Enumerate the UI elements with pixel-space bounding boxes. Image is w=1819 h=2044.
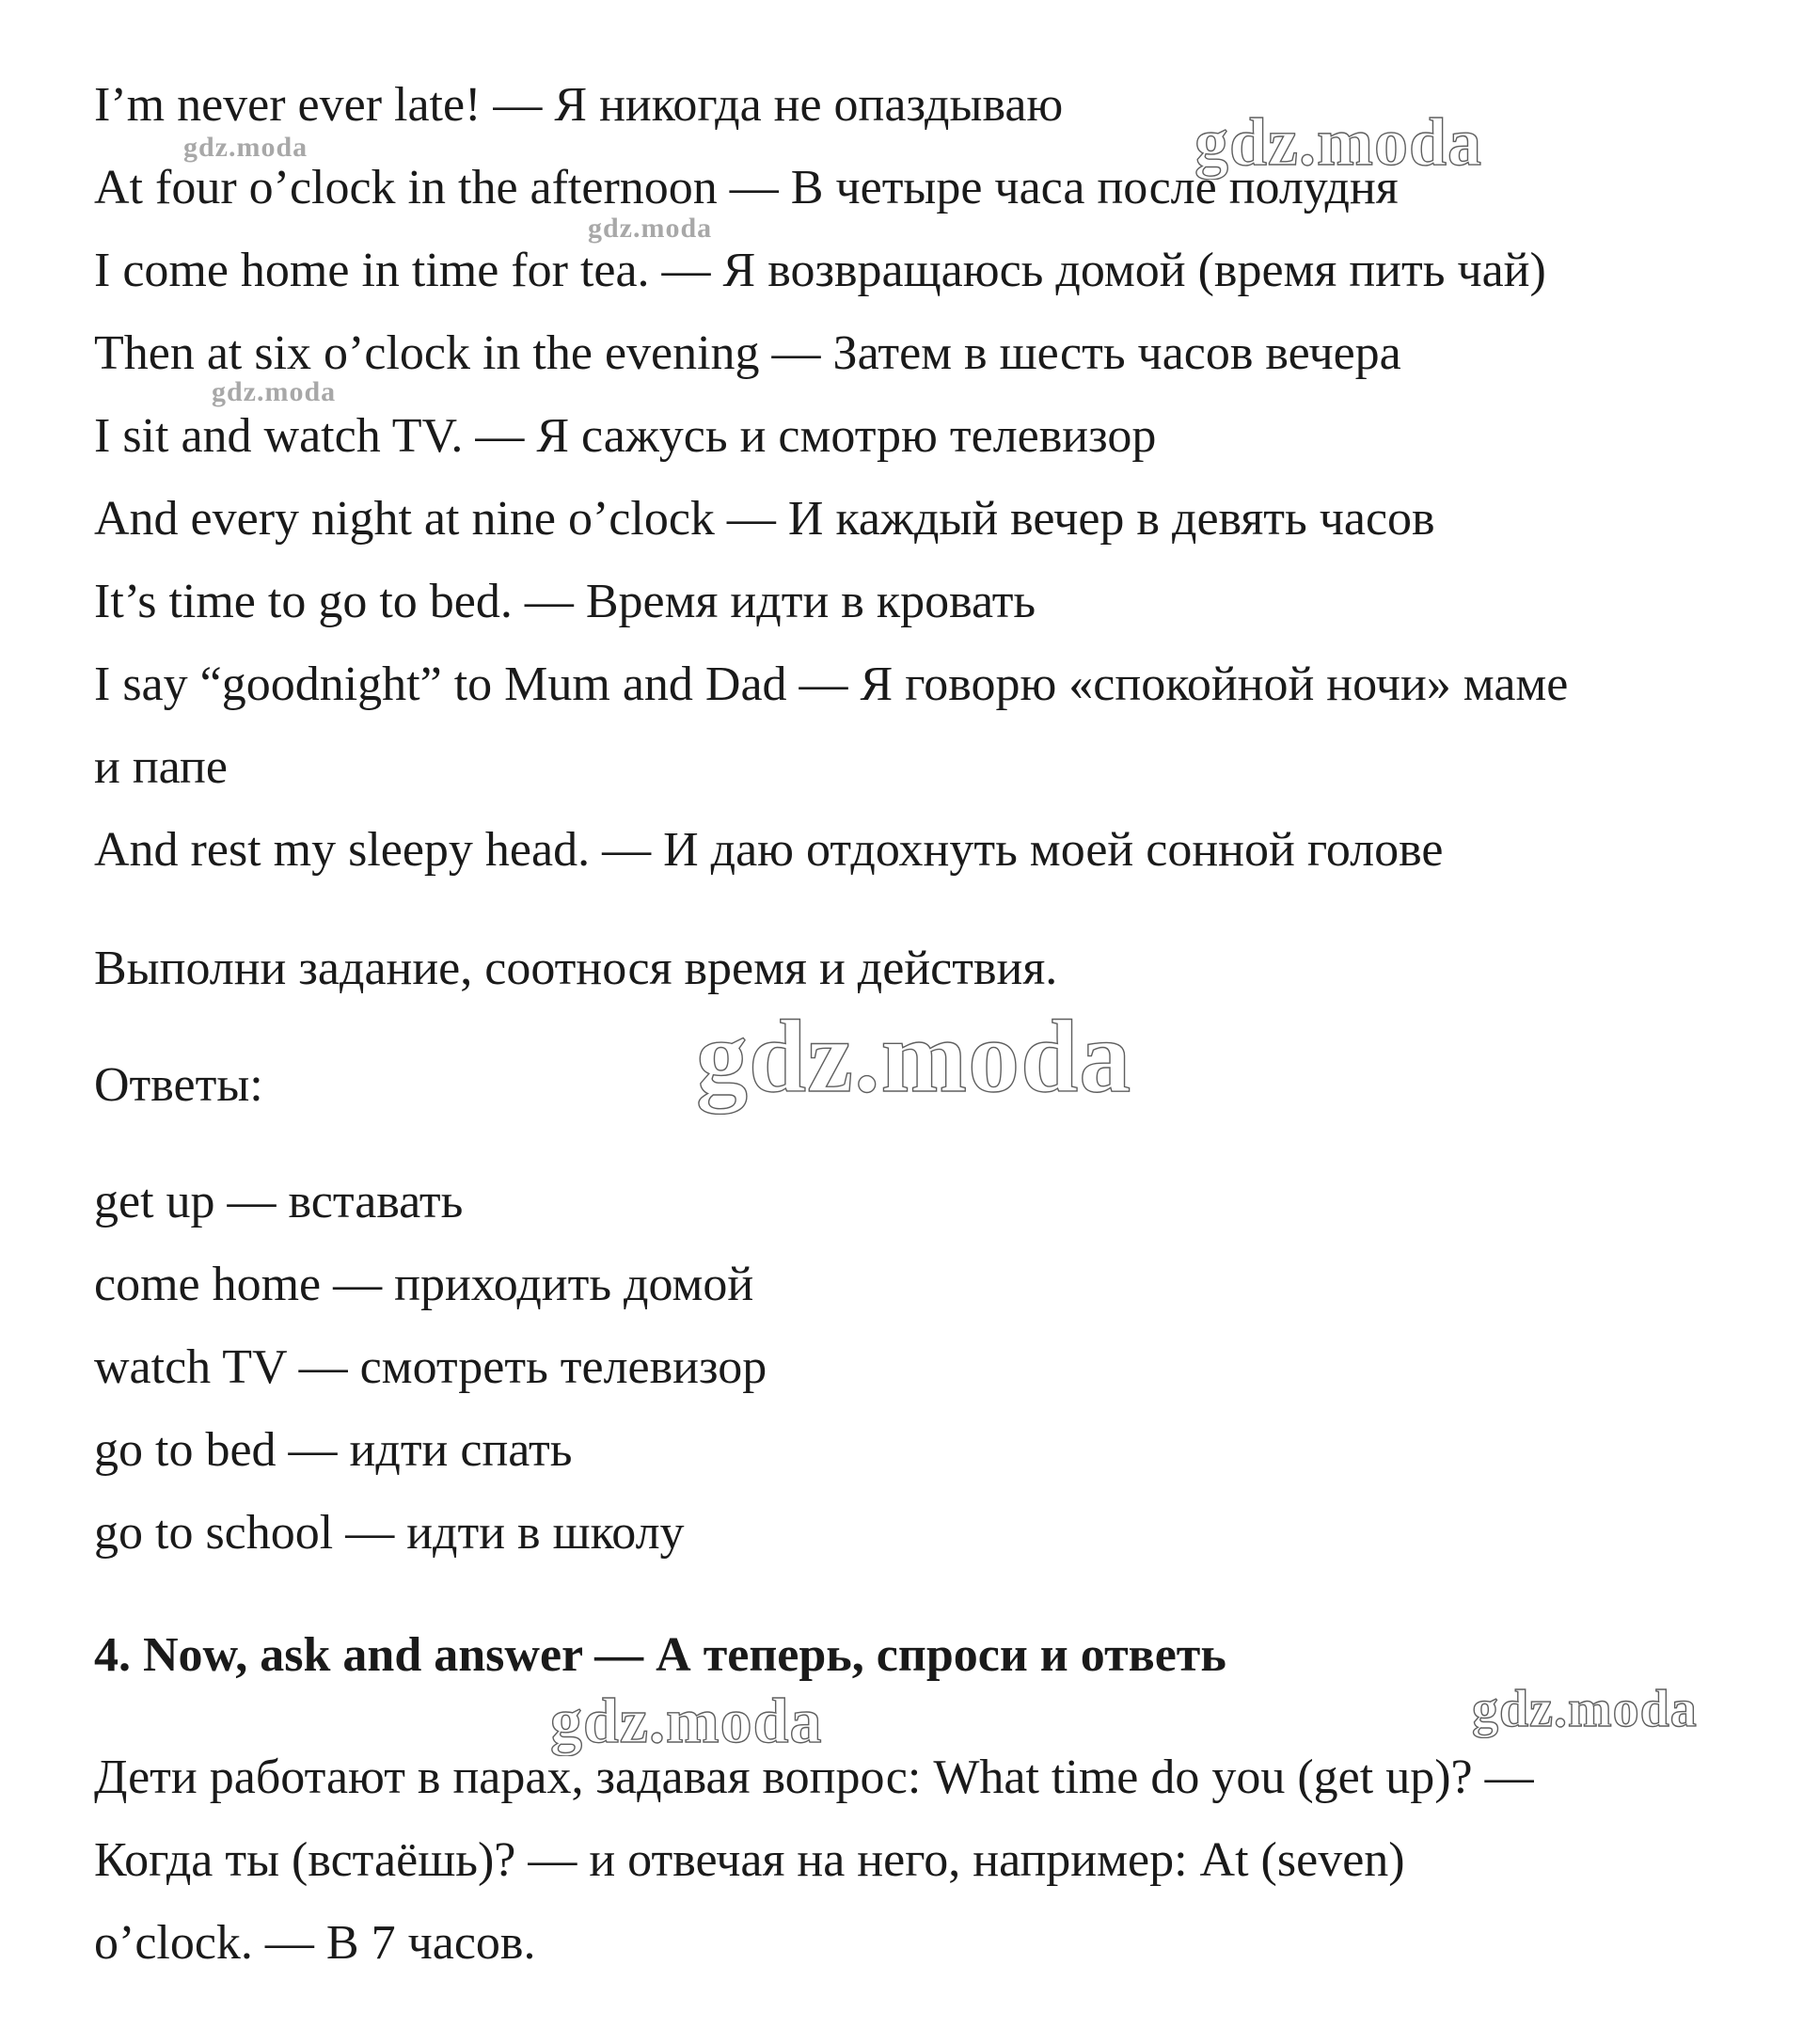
- exercise-body-line: Когда ты (встаёшь)? — и отвечая на него, например: At (seven): [94, 1833, 1405, 1887]
- watermark: gdz.moda: [588, 213, 713, 244]
- answer-item: go to bed — идти спать: [94, 1423, 573, 1477]
- song-line: и папе: [94, 740, 228, 794]
- watermark: gdz.moda: [550, 1685, 823, 1756]
- exercise-body-line: o’clock. — В 7 часов.: [94, 1916, 536, 1970]
- song-line: And rest my sleepy head. — И даю отдохнуть моей сонной голове: [94, 823, 1444, 877]
- watermark: gdz.moda: [1472, 1680, 1698, 1738]
- song-line: I sit and watch TV. — Я сажусь и смотрю телевизор: [94, 409, 1157, 463]
- task-instruction: Выполни задание, соотнося время и действия.: [94, 942, 1058, 995]
- answer-item: come home — приходить домой: [94, 1258, 754, 1311]
- exercise-body-line: Дети работают в парах, задавая вопрос: What time do you (get up)? —: [94, 1751, 1534, 1804]
- song-line: At four o’clock in the afternoon — В четыре часа после полудня: [94, 161, 1399, 214]
- answer-item: go to school — идти в школу: [94, 1506, 685, 1560]
- song-line: It’s time to go to bed. — Время идти в кровать: [94, 575, 1036, 628]
- answer-item: watch TV — смотреть телевизор: [94, 1340, 767, 1394]
- song-line: I’m never ever late! — Я никогда не опаздываю: [94, 78, 1064, 132]
- watermark: gdz.moda: [1194, 104, 1483, 180]
- answers-label: Ответы:: [94, 1058, 263, 1112]
- watermark: gdz.moda: [696, 999, 1132, 1114]
- answer-item: get up — вставать: [94, 1175, 464, 1228]
- watermark: gdz.moda: [212, 376, 337, 407]
- song-line: And every night at nine o’clock — И каждый вечер в девять часов: [94, 492, 1435, 546]
- song-line: I come home in time for tea. — Я возвращаюсь домой (время пить чай): [94, 244, 1546, 297]
- exercise-heading: 4. Now, ask and answer — А теперь, спроси и ответь: [94, 1628, 1226, 1682]
- watermark: gdz.moda: [183, 132, 308, 163]
- song-line: Then at six o’clock in the evening — Затем в шесть часов вечера: [94, 326, 1401, 380]
- song-line: I say “goodnight” to Mum and Dad — Я говорю «спокойной ночи» маме: [94, 658, 1569, 711]
